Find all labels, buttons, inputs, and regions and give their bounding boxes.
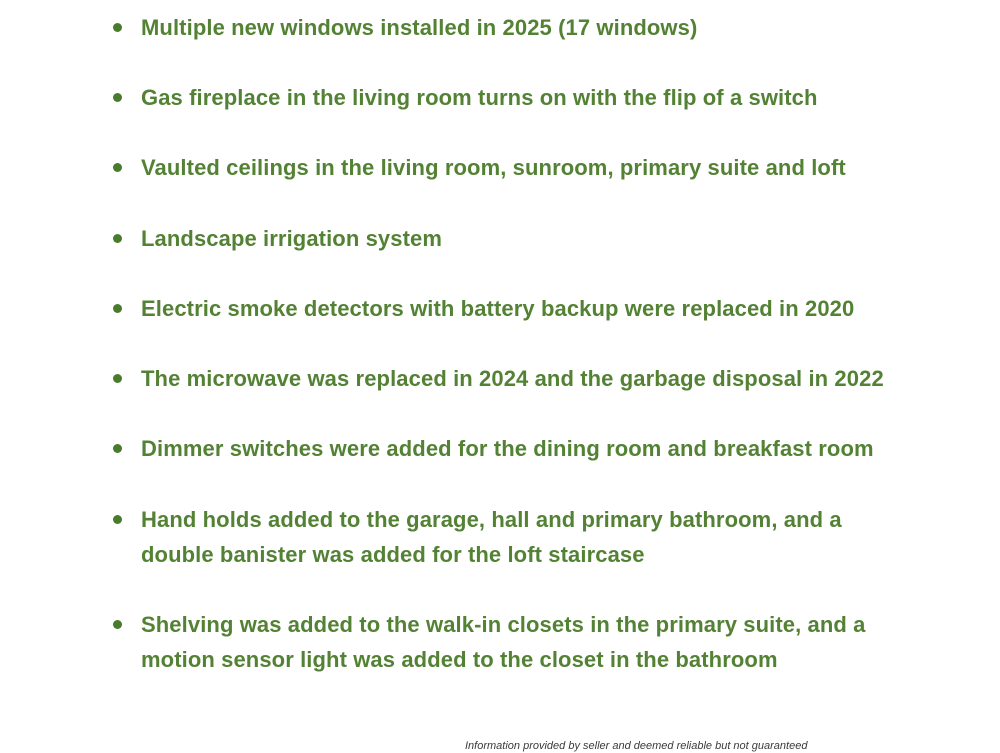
- bullet-icon: [113, 444, 122, 453]
- bullet-icon: [113, 620, 122, 629]
- feature-text: Gas fireplace in the living room turns on with the flip of a switch: [141, 85, 818, 110]
- feature-text: Vaulted ceilings in the living room, sunroom, primary suite and loft: [141, 155, 846, 180]
- bullet-icon: [113, 234, 122, 243]
- feature-text: The microwave was replaced in 2024 and the garbage disposal in 2022: [141, 366, 884, 391]
- disclaimer-note: Information provided by seller and deemed reliable but not guaranteed: [465, 740, 808, 752]
- feature-text: Dimmer switches were added for the dining room and breakfast room: [141, 436, 874, 461]
- feature-text: Shelving was added to the walk-in closets in the primary suite, and a motion sensor light was added to the closet in the bathroom: [141, 612, 866, 672]
- bullet-icon: [113, 23, 122, 32]
- bullet-icon: [113, 163, 122, 172]
- bullet-icon: [113, 304, 122, 313]
- bullet-icon: [113, 93, 122, 102]
- bullet-icon: [113, 515, 122, 524]
- feature-text: Multiple new windows installed in 2025 (17 windows): [141, 15, 698, 40]
- feature-text: Hand holds added to the garage, hall and primary bathroom, and a double banister was added for the loft staircase: [141, 507, 842, 567]
- bullet-icon: [113, 374, 122, 383]
- feature-text: Landscape irrigation system: [141, 226, 443, 251]
- feature-text: Electric smoke detectors with battery backup were replaced in 2020: [141, 296, 855, 321]
